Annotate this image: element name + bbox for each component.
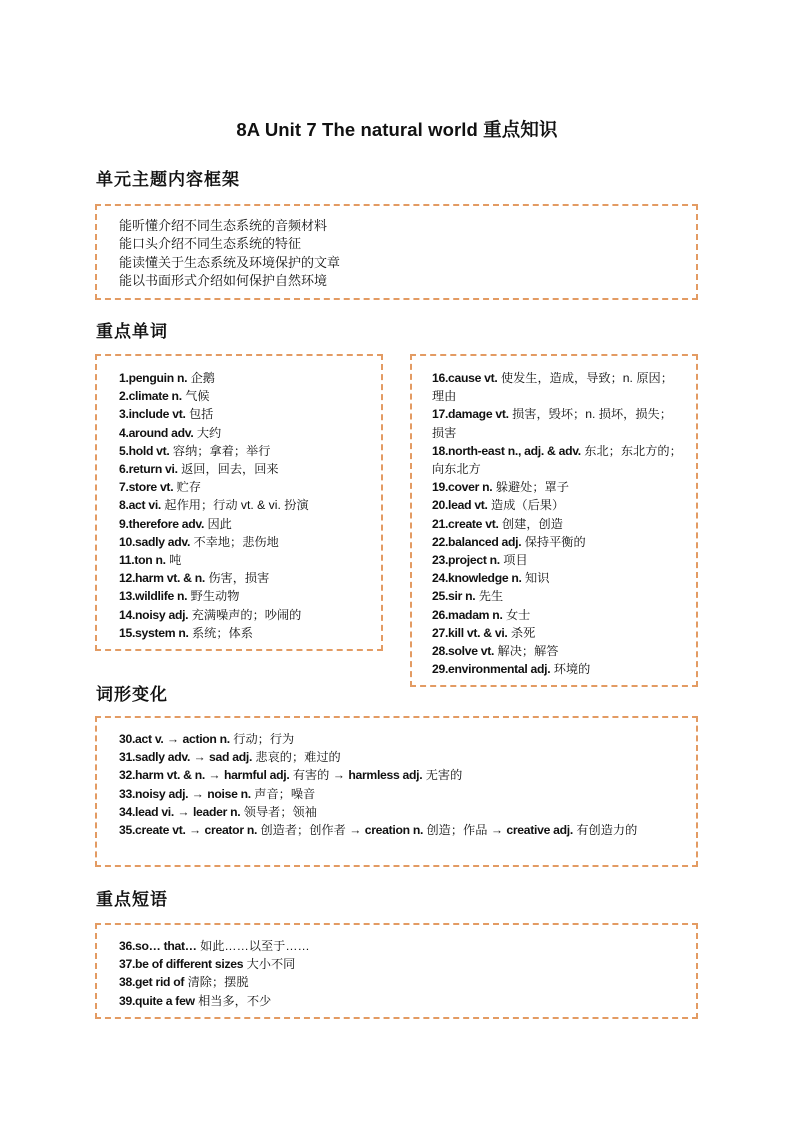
vocab-item-zh: 解决；解答 [497,644,559,659]
arrow-icon: → [191,786,204,801]
phrase-item-zh: 大小不同 [246,957,296,972]
vocab-item [119,387,377,405]
phrase-item-zh: 如此……以至于…… [200,939,310,953]
form-item [119,785,678,803]
vocab-left-box [95,354,383,651]
arrow-icon: → [349,823,362,838]
vocab-item [432,642,682,660]
form-word: harmful adj. [223,768,290,783]
vocab-item-zh: 女士 [505,607,531,622]
vocab-item-zh: 吨 [169,553,182,568]
vocab-item [119,369,377,387]
form-word: 32.harm vt. & n. [119,768,205,783]
vocab-item-en: 8.act vi. [119,498,162,513]
vocab-item [432,442,682,478]
vocab-item-zh: 环境的 [553,662,591,677]
vocab-item [119,551,377,569]
vocab-item [119,424,377,442]
vocab-item-en: 24.knowledge n. [432,571,522,586]
form-gloss: 无害的 [425,768,463,783]
form-word: creation n. [364,823,424,838]
heading-framework: 单元主题内容框架 [96,170,240,189]
vocab-item-zh: 企鹅 [190,371,215,385]
vocab-item-en: 17.damage vt. [432,407,509,422]
vocab-item [432,569,682,587]
form-word: creative adj. [506,823,573,838]
vocab-item-zh: 大约 [196,425,222,440]
vocab-item-en: 5.hold vt. [119,443,170,458]
form-gloss: 创造者；创作者 [260,823,346,838]
arrow-icon: → [208,768,221,783]
vocab-item-zh: 不幸地；悲伤地 [193,534,279,549]
form-item [119,748,678,766]
vocab-item-zh: 项目 [503,553,528,568]
vocab-item-zh: 造成（后果） [491,498,565,513]
arrow-icon: → [188,823,202,838]
vocab-item [119,442,377,460]
vocab-item-en: 1.penguin n. [119,371,188,385]
phrases-box [95,923,698,1019]
form-item [119,803,678,821]
vocab-item-en: 28.solve vt. [432,644,495,659]
arrow-icon: → [332,768,345,783]
vocab-item [119,478,377,496]
vocab-item [432,496,682,514]
vocab-item-zh: 使发生，造成，导致；n. 原因；理由 [432,371,673,404]
vocab-item-en: 26.madam n. [432,607,503,622]
vocab-item [432,405,682,441]
vocab-item-en: 14.noisy adj. [119,607,189,622]
form-word: 33.noisy adj. [119,786,189,801]
framework-line: 能听懂介绍不同生态系统的音频材料 [119,218,328,233]
form-word: creator n. [204,823,258,838]
vocab-item-en: 20.lead vt. [432,498,488,513]
vocab-item [432,587,682,605]
vocab-item [119,624,377,642]
phrase-item-zh: 清除；摆脱 [187,975,249,990]
vocab-item-en: 2.climate n. [119,389,182,404]
vocab-item-zh: 贮存 [176,480,202,495]
form-gloss: 悲哀的；难过的 [255,750,341,765]
vocab-item [432,624,682,642]
vocab-item-en: 7.store vt. [119,480,174,495]
vocab-item-zh: 包括 [188,407,214,422]
phrase-item [119,937,690,955]
vocab-item [119,496,377,514]
vocab-item [119,515,377,533]
vocab-item-zh: 知识 [525,571,550,586]
vocab-item [119,405,377,423]
vocab-item-zh: 充满噪声的；吵闹的 [191,607,302,622]
form-item [119,730,678,748]
vocab-right-box [410,354,698,687]
vocab-item [432,606,682,624]
vocab-item-zh: 躲避处；罩子 [495,480,569,495]
vocab-item-en: 18.north-east n., adj. & adv. [432,443,581,458]
form-word: sad adj. [209,750,253,765]
heading-forms: 词形变化 [96,685,168,704]
vocab-item-zh: 伤害，损害 [208,571,270,586]
form-item [119,766,678,784]
vocab-left-list [119,369,377,642]
forms-list [119,730,678,839]
phrase-item-en: 39.quite a few [119,993,195,1008]
vocab-item-en: 16.cause vt. [432,371,498,385]
form-word: harmless adj. [348,768,423,783]
form-gloss: 有害的 [292,768,330,783]
vocab-item-zh: 返回，回去，回来 [181,462,279,477]
arrow-icon: → [490,823,503,838]
framework-line: 能读懂关于生态系统及环境保护的文章 [119,254,341,270]
vocab-item-en: 25.sir n. [432,589,476,604]
vocab-item [432,551,682,569]
form-word: leader n. [192,804,241,819]
vocab-item [432,369,682,405]
vocab-item-en: 27.kill vt. & vi. [432,625,508,640]
form-gloss: 领导者；领袖 [243,804,317,819]
arrow-icon: → [166,732,180,746]
vocab-item-en: 19.cover n. [432,480,493,495]
arrow-icon: → [193,750,206,765]
vocab-item [432,515,682,533]
phrase-item-zh: 相当多，不少 [198,993,272,1008]
vocab-item-zh: 东北；东北方的；向东北方 [432,443,682,477]
arrow-icon: → [177,804,190,819]
form-gloss: 声音；噪音 [254,786,316,801]
page-title: 8A Unit 7 The natural world 重点知识 [236,119,558,140]
form-word: 35.create vt. [119,823,186,838]
framework-list [119,217,690,290]
vocab-item-en: 4.around adv. [119,425,194,440]
phrases-list [119,937,690,1010]
heading-vocab: 重点单词 [96,322,168,341]
vocab-item-zh: 创建，创造 [501,516,563,531]
vocab-item-zh: 气候 [185,389,210,404]
vocab-item [119,606,377,624]
phrase-item [119,973,690,991]
vocab-item-en: 22.balanced adj. [432,534,522,549]
form-word: 30.act v. [119,732,164,746]
vocab-item-zh: 先生 [478,589,504,604]
phrase-item [119,955,690,973]
vocab-item-zh: 起作用；行动 vt. & vi. 扮演 [164,498,309,513]
form-word: 34.lead vi. [119,804,174,819]
vocab-item-en: 29.environmental adj. [432,662,551,677]
vocab-item-en: 23.project n. [432,553,500,568]
form-gloss: 有创造力的 [576,823,638,838]
forms-box [95,716,698,867]
phrase-item-en: 37.be of different sizes [119,957,244,972]
vocab-item-en: 21.create vt. [432,516,499,531]
heading-phrases: 重点短语 [96,890,168,909]
phrase-item-en: 38.get rid of [119,975,185,990]
vocab-item-en: 11.ton n. [119,553,166,568]
framework-line: 能口头介绍不同生态系统的特征 [119,236,302,252]
framework-box [95,204,698,300]
vocab-item-zh: 因此 [207,516,232,531]
vocab-item-en: 12.harm vt. & n. [119,571,205,586]
form-gloss: 行动；行为 [233,732,295,746]
vocab-item [119,533,377,551]
vocab-item-zh: 野生动物 [190,589,240,604]
framework-line: 能以书面形式介绍如何保护自然环境 [119,272,328,288]
vocab-item-en: 3.include vt. [119,407,186,422]
vocab-item-zh: 杀死 [510,625,536,640]
form-gloss: 创造；作品 [426,823,488,838]
vocab-item-en: 9.therefore adv. [119,516,205,531]
vocab-item [432,478,682,496]
vocab-item-zh: 损害，毁坏；n. 损坏，损失；损害 [432,407,672,440]
vocab-item [119,587,377,605]
vocab-item [432,533,682,551]
form-word: 31.sadly adv. [119,750,191,765]
vocab-item-zh: 保持平衡的 [524,534,586,549]
vocab-item [119,569,377,587]
vocab-item-en: 10.sadly adv. [119,534,191,549]
phrase-item [119,992,690,1010]
vocab-item [119,460,377,478]
vocab-item [432,660,682,678]
form-word: noise n. [207,786,251,801]
vocab-item-zh: 系统；体系 [191,625,253,640]
form-item [119,821,678,839]
vocab-item-en: 13.wildlife n. [119,589,188,604]
form-word: action n. [182,732,230,746]
phrase-item-en: 36.so… that… [119,939,197,953]
vocab-item-zh: 容纳；拿着；举行 [172,443,271,458]
vocab-right-list [432,369,682,678]
vocab-item-en: 15.system n. [119,625,189,640]
vocab-item-en: 6.return vi. [119,462,178,477]
